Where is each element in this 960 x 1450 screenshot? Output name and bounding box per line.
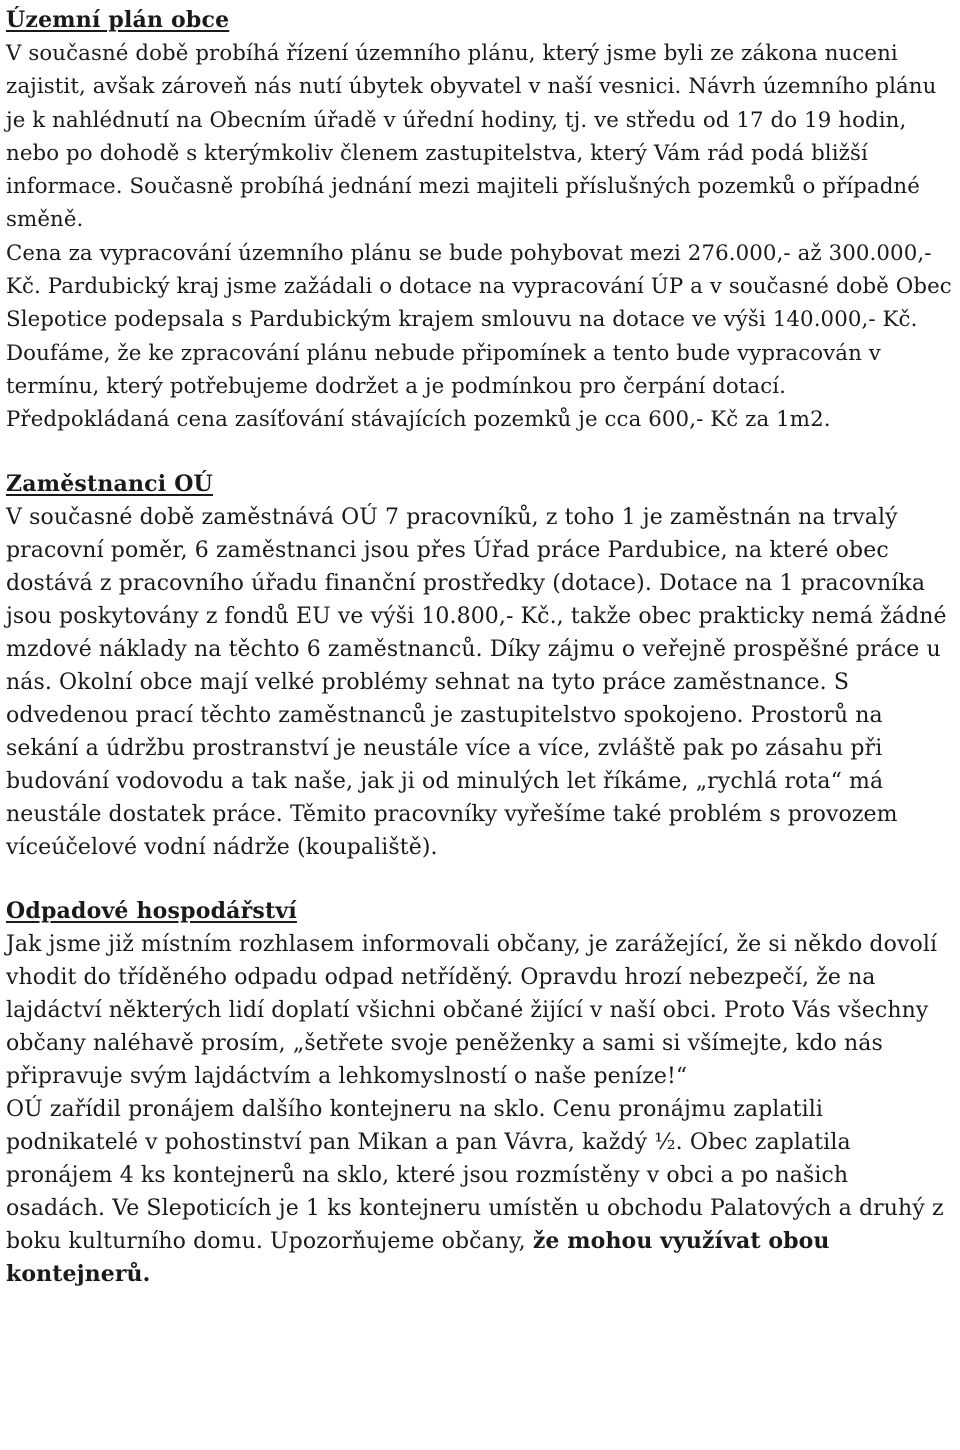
- paragraph: V současné době probíhá řízení územního plánu, který jsme byli ze zákona nuceni zajistit, avšak zároveň nás nutí úbytek obyvatel v naší vesnici. Návrh územního plánu je k nahlédnutí na Obecním úřadě v úřední hodiny, tj. ve středu od 17 do 19 hodin, nebo po dohodě s kterýmkoliv členem zastupitelstva, který Vám rád podá bližší informace. Současně probíhá jednání mezi majiteli příslušných pozemků o případné směně.: [6, 41, 937, 233]
- section-uzemni-plan: [6, 4, 954, 437]
- paragraph: V současné době zaměstnává OÚ 7 pracovníků, z toho 1 je zaměstnán na trvalý pracovní poměr, 6 zaměstnanci jsou přes Úřad práce Pardubice, na které obec dostává z pracovního úřadu finanční prostředky (dotace). Dotace na 1 pracovníka jsou poskytovány z fondů EU ve výši 10.800,- Kč., takže obec prakticky nemá žádné mzdové náklady na těchto 6 zaměstnanců. Díky zájmu o veřejně prospěšné práce u nás. Okolní obce mají velké problémy sehnat na tyto práce zaměstnance. S odvedenou prací těchto zaměstnanců je zastupitelstvo spokojeno. Prostorů na sekání a údržbu prostranství je neustále více a více, zvláště pak po zásahu při budování vodovodu a tak naše, jak ji od minulých let říkáme, „rychlá rota“ má neustále dostatek práce. Těmito pracovníky vyřešíme také problém s provozem víceúčelové vodní nádrže (koupaliště).: [6, 504, 947, 860]
- section-zamestnanci: [6, 468, 954, 864]
- paragraph: Jak jsme již místním rozhlasem informovali občany, je zarážející, že si někdo dovolí vhodit do tříděného odpadu odpad netříděný. Opravdu hrozí nebezpečí, že na lajdáctví některých lidí doplatí všichni občané žijící v naší obci. Proto Vás všechny občany naléhavě prosím, „šetřete svoje peněženky a sami si všímejte, kdo nás připravuje svým lajdáctvím a lehkomyslností o naše peníze!“: [6, 931, 938, 1089]
- paragraph-text: OÚ zařídil pronájem dalšího kontejneru na sklo. Cenu pronájmu zaplatili podnikatelé v pohostinství pan Mikan a pan Vávra, každý ½. Obec zaplatila pronájem 4 ks kontejnerů na sklo, které jsou rozmístěny v obci a po našich osadách. Ve Slepoticích je 1 ks kontejneru umístěn u obchodu Palatových a druhý z boku kulturního domu. Upozorňujeme občany,: [6, 1096, 944, 1254]
- section-odpadove-hospodarstvi: [6, 895, 954, 1291]
- paragraph: Cena za vypracování územního plánu se bude pohybovat mezi 276.000,- až 300.000,- Kč. Pardubický kraj jsme zažádali o dotace na vypracování ÚP a v současné době Obec Slepotice podepsala s Pardubickým krajem smlouvu na dotace ve výši 140.000,- Kč. Doufáme, že ke zpracování plánu nebude připomínek a tento bude vypracován v termínu, který potřebujeme dodržet a je podmínkou pro čerpání dotací. Předpokládaná cena zasíťování stávajících pozemků je cca 600,- Kč za 1m2.: [6, 240, 952, 433]
- section-title: Zaměstnanci OÚ: [6, 470, 213, 497]
- paragraph-kontejnery: [6, 1093, 954, 1291]
- section-title: Územní plán obce: [6, 7, 230, 33]
- emphasis-text: že mohou využívat obou kontejnerů.: [6, 1227, 830, 1287]
- section-title: Odpadové hospodářství: [6, 897, 297, 924]
